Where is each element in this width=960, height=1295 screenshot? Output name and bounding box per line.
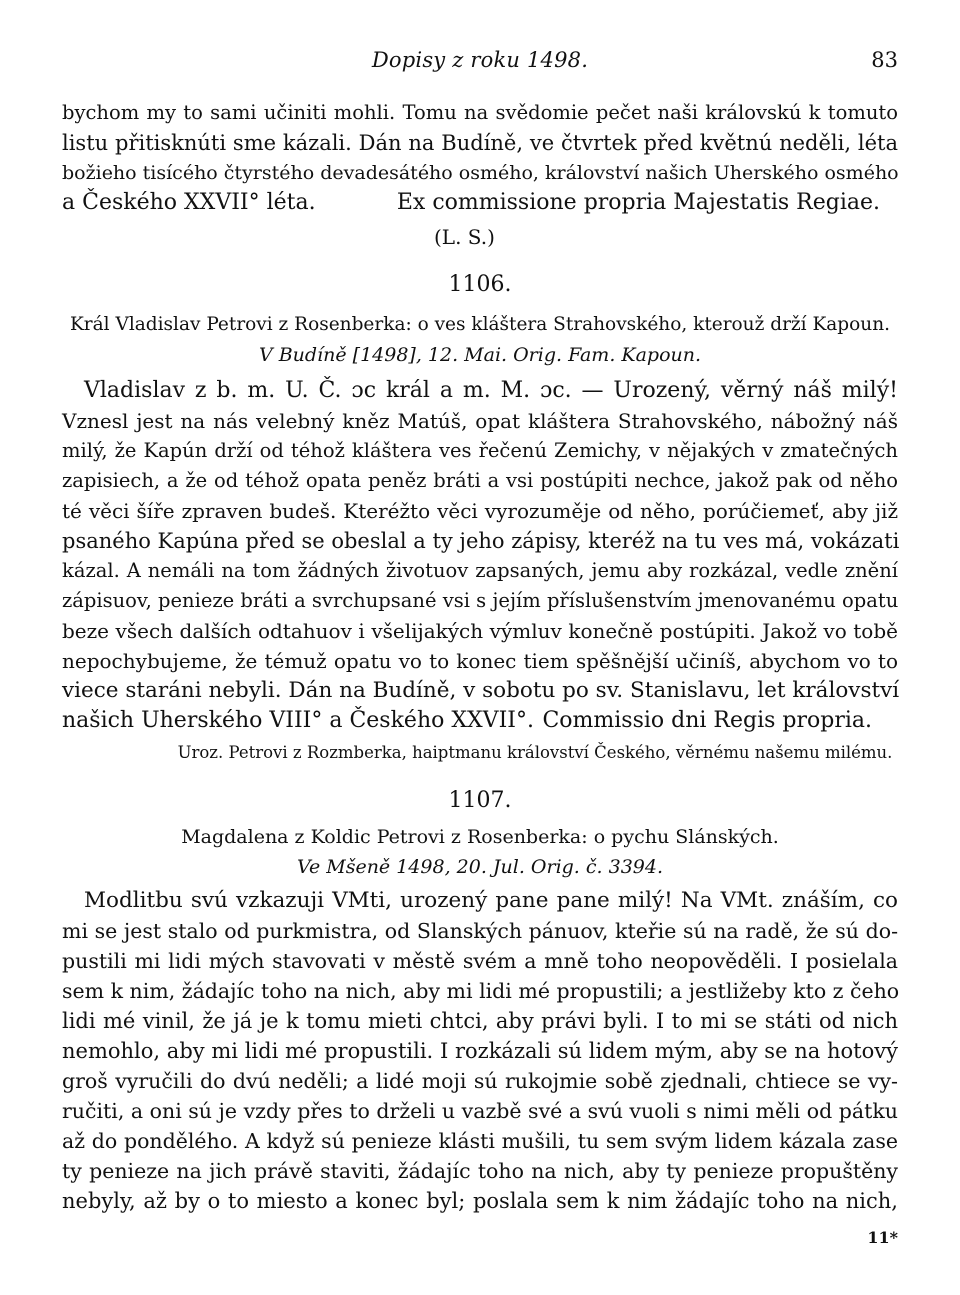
- body-line: mi se jest stalo od purkmistra, od Slanských pánuov, kteřie sú na radě, že sú do-: [62, 919, 898, 943]
- body-line: viece staráni nebyli. Dán na Budíně, v sobotu po sv. Stanislavu, let království: [62, 678, 900, 703]
- body-line: milý, že Kapún drží od téhož kláštera ves řečenú Zemichy, v nějakých v zmatečných: [62, 439, 898, 462]
- body-line: nebyly, až by o to miesto a konec byl; poslala sem k nim žádajíc toho na nich,: [62, 1189, 898, 1213]
- seal-note: (L. S.): [434, 225, 495, 249]
- body-line: Vladislav z b. m. U. Č. ɔc král a m. M. ɔc. — Urozený, věrný náš milý!: [84, 378, 898, 403]
- doc-heading-1107: Magdalena z Koldic Petrovi z Rosenberka: o pychu Slánských.: [181, 826, 779, 848]
- intro-line: božieho tisícého čtyrstého devadesátého osmého, království našich Uherského osmého: [62, 162, 899, 184]
- body-line: beze všech dalších odtahuov i všelijakých výmluv konečně postúpiti. Jakož vo tobě: [62, 619, 898, 643]
- intro-closing-date: a Českého XXVII° léta.: [62, 190, 316, 215]
- intro-line: listu přitisknúti sme kázali. Dán na Budíně, ve čtvrtek před květnú neděli, léta: [62, 131, 898, 155]
- body-line: nepochybujeme, že témuž opatu vo to konec tiem spěšnější učiníš, abychom vo to: [62, 649, 898, 673]
- body-line: kázal. A nemáli na tom žádných životuov zapsaných, jemu aby rozkázal, vedle znění: [62, 559, 898, 582]
- doc-number-1106: 1106.: [448, 272, 512, 297]
- body-line: lidi mé vinil, že já je k tomu mieti chtci, aby právi byli. I to mi se státi od nich: [62, 1009, 898, 1033]
- intro-closing-line: [62, 188, 898, 218]
- page-header: [62, 48, 898, 78]
- body-line: pustili mi lidi mých stavovati v městě svém a mně toho neopověděli. I posielala: [62, 949, 898, 973]
- doc-source-1106: V Budíně [1498], 12. Mai. Orig. Fam. Kapoun.: [258, 344, 702, 366]
- body-line: zapisiech, a že od téhož opata peněz bráti a vsi postúpiti nechce, jakož pak od něho: [62, 469, 898, 492]
- body-line: zápisuov, penieze bráti a svrchupsané vsi s jejím příslušenstvím jmenovanému opatu: [62, 589, 899, 612]
- intro-line: bychom my to sami učiniti mohli. Tomu na svědomie pečet naši královskú k tomuto: [62, 101, 898, 124]
- doc-source-1107: Ve Mšeně 1498, 20. Jul. Orig. č. 3394.: [296, 856, 664, 878]
- intro-commission: Ex commissione propria Majestatis Regiae.: [396, 190, 880, 215]
- doc-heading-1106: Král Vladislav Petrovi z Rosenberka: o ves kláštera Strahovského, kterouž drží Kapoun.: [69, 314, 891, 335]
- doc-closing-line-1106: [62, 706, 898, 736]
- closing-date: našich Uherského VIII° a Českého XXVII°.: [62, 708, 534, 733]
- signature-mark: 11*: [867, 1228, 898, 1247]
- body-line: ty penieze na jich právě staviti, žádajíc toho na nich, aby ty penieze propuštěny: [62, 1159, 898, 1183]
- body-line: Modlitbu svú vzkazuji VMti, urozený pane pane milý! Na VMt. znáším, co: [84, 888, 898, 913]
- body-line: až do pondělého. A když sú penieze klásti mušili, tu sem svým lidem kázala zase: [62, 1129, 898, 1153]
- body-line: Vznesl jest na nás velebný kněz Matúš, opat kláštera Strahovského, nábožný náš: [62, 409, 898, 433]
- body-line: sem k nim, žádajíc toho na nich, aby mi lidi mé propustili; a jestližeby kto z čeho: [62, 979, 900, 1003]
- running-title: Dopisy z roku 1498.: [371, 48, 589, 72]
- body-line: ručiti, a oni sú je vzdy přes to drželi u vazbě své a svú vuoli s nimi měli od pátku: [62, 1099, 898, 1123]
- body-line: té věci šíře zpraven budeš. Kteréžto věci vyrozuměje od něho, porúčiemeť, aby již: [62, 499, 898, 523]
- commission-note: Commissio dni Regis propria.: [542, 708, 872, 733]
- body-line: groš vyručili do dvú neděli; a lidé moji sú rukojmie sobě zjednali, chtiece se vy-: [62, 1069, 898, 1093]
- body-line: psaného Kapúna před se obeslal a ty jeho zápisy, kteréž na tu ves má, vokázati: [62, 529, 900, 553]
- body-line: nemohlo, aby mi lidi mé propustili. I rozkázali sú lidem mým, aby se na hotový: [62, 1039, 898, 1063]
- doc-number-1107: 1107.: [448, 788, 512, 813]
- page-number: 83: [871, 48, 898, 72]
- address-line-1106: Uroz. Petrovi z Rozmberka, haiptmanu království Českého, věrnému našemu milému.: [177, 743, 893, 762]
